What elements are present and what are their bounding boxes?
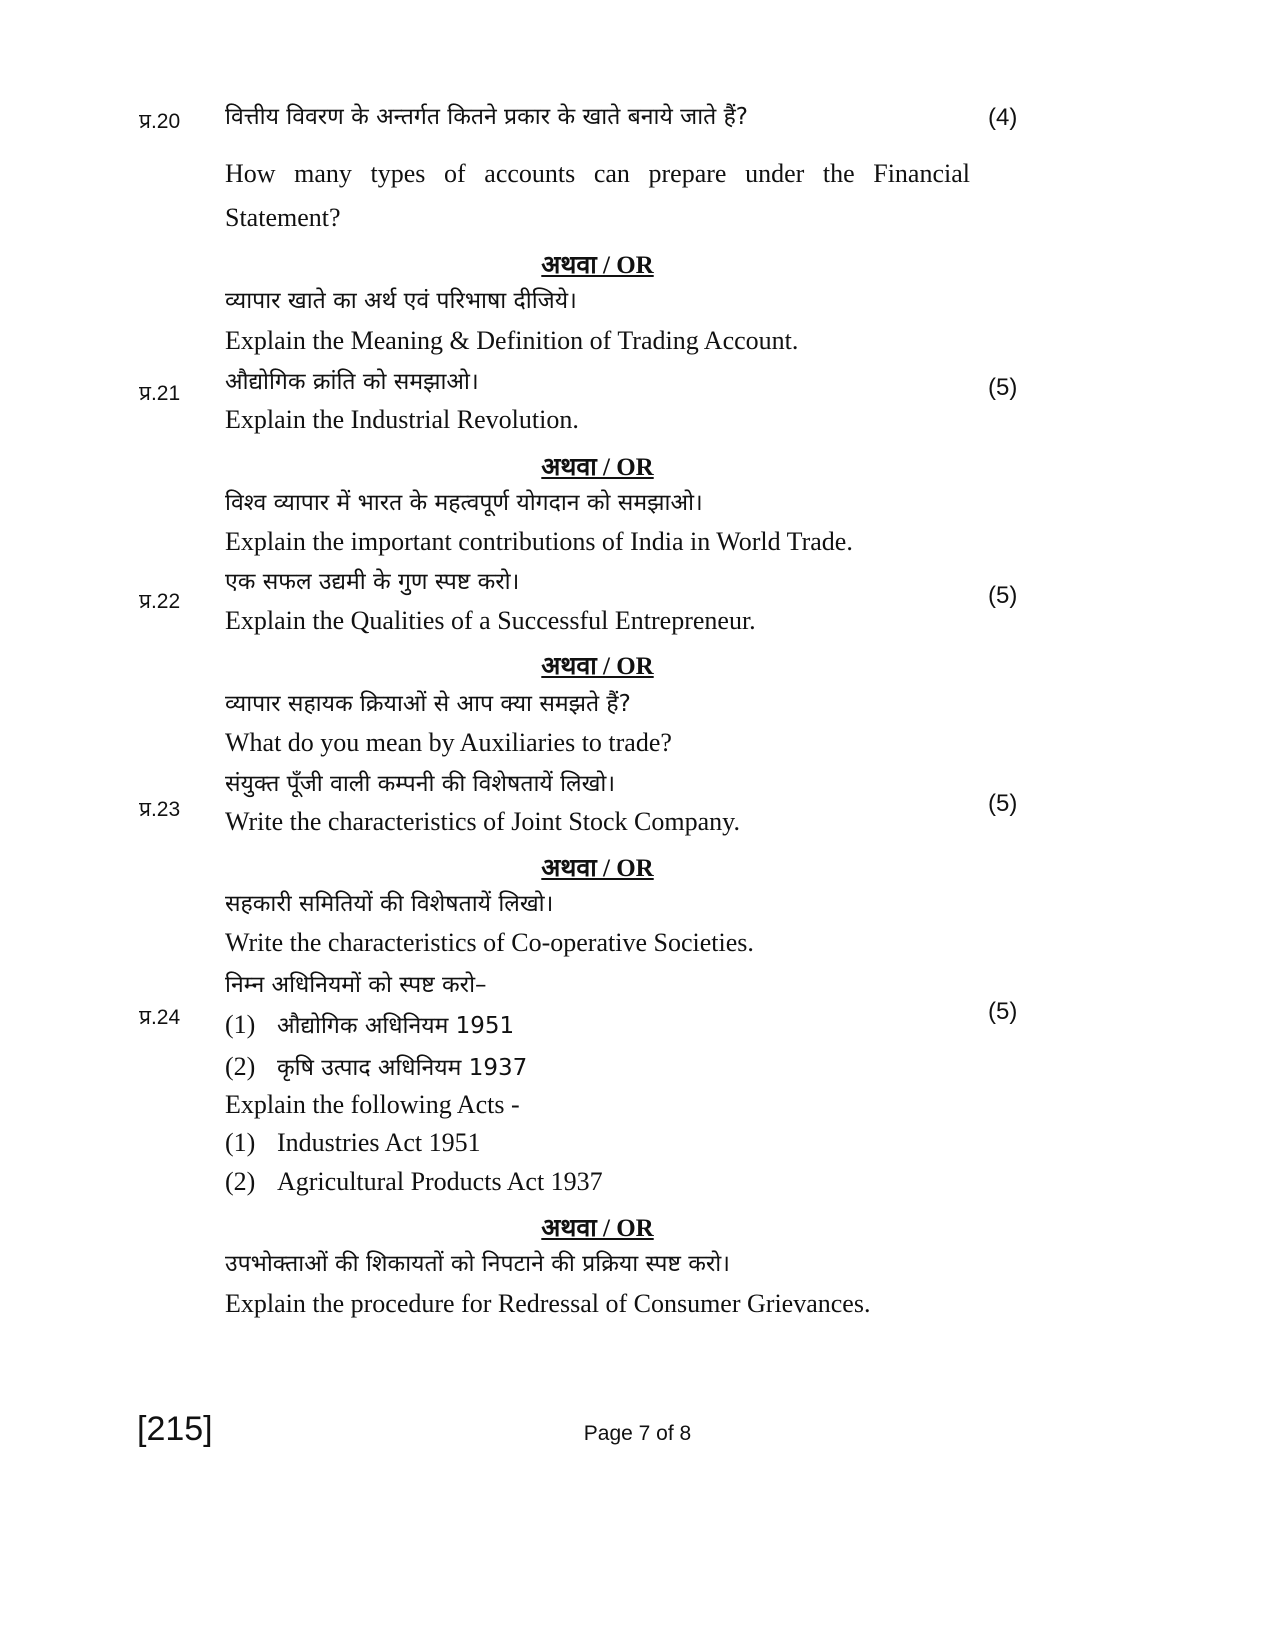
question-number: प्र.23	[139, 798, 181, 821]
question-text-hindi: निम्न अधिनियमों को स्पष्ट करो–	[225, 972, 487, 998]
list-item	[225, 1167, 603, 1197]
list-item-number: (1)	[225, 1010, 256, 1039]
question-text-hindi: संयुक्त पूँजी वाली कम्पनी की विशेषतायें लिखो।	[225, 771, 616, 797]
list-item-text: औद्योगिक अधिनियम 1951	[277, 1013, 515, 1039]
list-item	[225, 1128, 481, 1158]
question-text-hindi: औद्योगिक क्रांति को समझाओ।	[225, 369, 479, 395]
paper-code: [215]	[137, 1410, 213, 1448]
question-text-hindi: एक सफल उद्यमी के गुण स्पष्ट करो।	[225, 569, 520, 595]
alternative-question-hindi: सहकारी समितियों की विशेषतायें लिखो।	[225, 891, 554, 917]
list-item-text: कृषि उत्पाद अधिनियम 1937	[277, 1055, 528, 1081]
question-number: प्र.21	[139, 382, 181, 405]
alternative-question-hindi: व्यापार खाते का अर्थ एवं परिभाषा दीजिये।	[225, 288, 577, 314]
question-marks: (5)	[988, 790, 1018, 817]
or-separator	[0, 247, 1195, 281]
alternative-question-english: Explain the procedure for Redressal of Consumer Grievances.	[225, 1289, 871, 1318]
question-marks: (4)	[988, 104, 1018, 131]
or-separator	[0, 850, 1195, 884]
or-label: अथवा / OR	[541, 653, 654, 680]
list-item-text: Agricultural Products Act 1937	[277, 1167, 603, 1196]
question-text-english: How many types of accounts can prepare under the Financial Statement?	[225, 159, 970, 232]
question-marks: (5)	[988, 582, 1018, 609]
or-label: अथवा / OR	[541, 454, 654, 481]
question-text-english: Write the characteristics of Joint Stock Company.	[225, 807, 740, 836]
alternative-question-english: Explain the important contributions of India in World Trade.	[225, 527, 853, 556]
question-text-english: Explain the Industrial Revolution.	[225, 405, 579, 434]
question-number: प्र.22	[139, 590, 181, 613]
question-text-english: Explain the following Acts -	[225, 1090, 520, 1119]
or-label: अथवा / OR	[541, 252, 654, 279]
or-separator	[0, 449, 1195, 483]
list-item-text: Industries Act 1951	[277, 1128, 481, 1157]
list-item-number: (2)	[225, 1167, 256, 1196]
page-number: Page 7 of 8	[583, 1422, 692, 1445]
question-text-english: Explain the Qualities of a Successful Entrepreneur.	[225, 606, 756, 635]
list-item-number: (1)	[225, 1128, 256, 1157]
question-marks: (5)	[988, 998, 1018, 1025]
question-number: प्र.20	[139, 110, 181, 133]
alternative-question-english: Write the characteristics of Co-operative Societies.	[225, 928, 754, 957]
or-label: अथवा / OR	[541, 855, 654, 882]
list-item	[225, 1050, 527, 1082]
or-separator	[0, 1210, 1195, 1244]
or-separator	[0, 648, 1195, 682]
alternative-question-hindi: उपभोक्ताओं की शिकायतों को निपटाने की प्रक्रिया स्पष्ट करो।	[225, 1251, 730, 1277]
alternative-question-english: What do you mean by Auxiliaries to trade?	[225, 728, 672, 757]
question-number: प्र.24	[139, 1006, 181, 1029]
list-item-number: (2)	[225, 1052, 256, 1081]
or-label: अथवा / OR	[541, 1215, 654, 1242]
alternative-question-english: Explain the Meaning & Definition of Trading Account.	[225, 326, 799, 355]
question-text-hindi: वित्तीय विवरण के अन्तर्गत कितने प्रकार के खाते बनाये जाते हैं?	[225, 104, 749, 130]
alternative-question-hindi: व्यापार सहायक क्रियाओं से आप क्या समझते हैं?	[225, 691, 631, 717]
question-marks: (5)	[988, 374, 1018, 401]
alternative-question-hindi: विश्व व्यापार में भारत के महत्वपूर्ण योगदान को समझाओ।	[225, 490, 703, 516]
list-item	[225, 1008, 514, 1040]
